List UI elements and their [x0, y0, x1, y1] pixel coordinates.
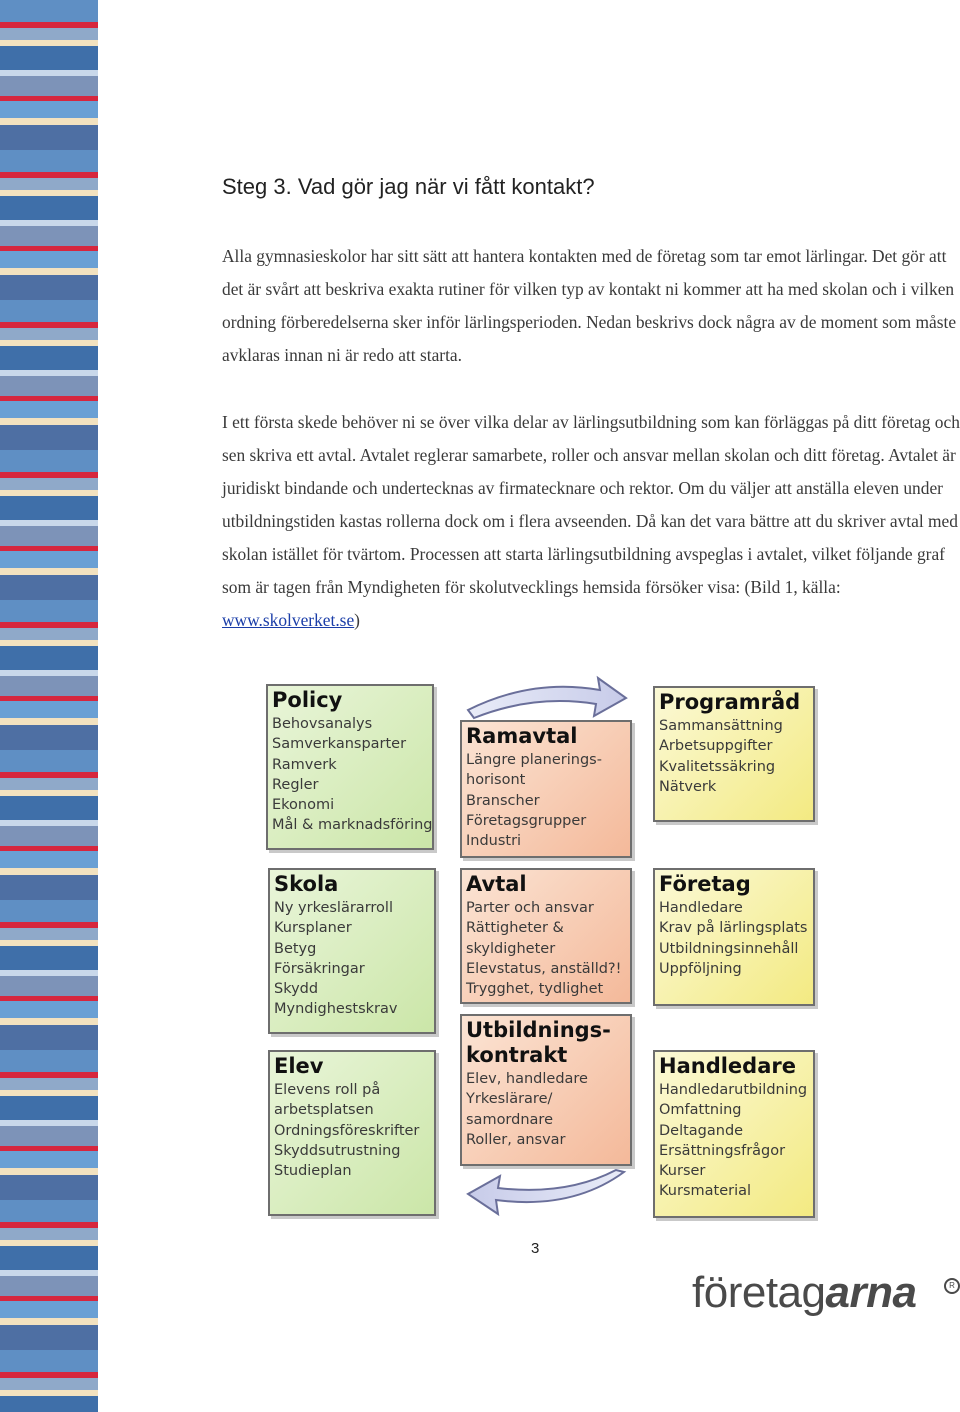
foretagarna-logo: [692, 1268, 916, 1318]
handledare-item: Ersättningsfrågor: [659, 1142, 786, 1159]
avtal-item: Rättigheter &: [466, 920, 564, 937]
arrow-bottom-icon: [462, 1166, 632, 1222]
utbildningskontrakt-title-1: Utbildnings-: [466, 1018, 611, 1042]
foretag-item: Uppföljning: [659, 960, 742, 977]
elev-item: arbetsplatsen: [274, 1102, 374, 1119]
elev-title: Elev: [274, 1054, 324, 1078]
elev-item: Skyddsutrustning: [274, 1142, 401, 1159]
foretag-item: Krav på lärlingsplats: [659, 920, 808, 937]
contract-paragraph-text: I ett första skede behöver ni se över vilka delar av lärlingsutbildning som kan förläggas på ditt företag och sen skriva ett avtal. Avtalet reglerar samarbete, roller och ansvar mellan skolan och ditt företag. Avtalet är juridiskt bindande och undertecknas av firmatecknare och rektor. Om du väljer att anställa eleven under utbildningstiden kastas rollerna dock om i flera avseenden. Då kan det vara bättre att du skriver avtal med skolan istället för tvärtom. Processen att starta lärlingsutbildning avspeglas i avtalet, vilket följande graf som är tagen från Myndigheten för skolutvecklings hemsida försöker visa: (Bild 1, källa:: [222, 412, 960, 597]
skola-item: Kursplaner: [274, 920, 352, 937]
ramavtal-item: Industri: [466, 833, 522, 850]
policy-box: [266, 684, 434, 850]
utbildningskontrakt-item: samordnare: [466, 1111, 553, 1128]
policy-item: Behovsanalys: [272, 716, 373, 732]
contract-paragraph: [222, 406, 960, 637]
skola-box: [268, 868, 436, 1034]
skolverket-link[interactable]: www.skolverket.se: [222, 610, 355, 630]
programrad-item: Kvalitetssäkring: [659, 758, 776, 775]
registered-mark-icon: R: [944, 1278, 960, 1294]
contract-paragraph-end: ): [354, 610, 360, 630]
ramavtal-item: Branscher: [466, 792, 540, 809]
utbildningskontrakt-item: Elev, handledare: [466, 1071, 588, 1087]
intro-paragraph: Alla gymnasieskolor har sitt sätt att hantera kontakten med de företag som tar emot lärlingar. Det gör att det är svårt att beskriva exakta rutiner för vilken typ av kontakt ni kommer att ha med skolan och i vilken ordning förberedelserna sker inför lärlingsperioden. Nedan beskrivs dock några av de moment som måste avklaras innan ni är redo att starta.: [222, 246, 957, 365]
ramavtal-item: Längre planerings-: [466, 752, 602, 768]
skola-title: Skola: [274, 872, 339, 896]
handledare-item: Deltagande: [659, 1122, 744, 1139]
decorative-stripe-bar: [0, 0, 98, 1412]
programrad-box: [653, 686, 815, 822]
page-heading: Steg 3. Vad gör jag när vi fått kontakt?: [222, 174, 595, 199]
programrad-item: Arbetsuppgifter: [659, 738, 773, 755]
skola-item: Myndighestskrav: [274, 1001, 398, 1018]
utbildningskontrakt-box: [460, 1014, 632, 1166]
policy-title: Policy: [272, 688, 343, 712]
page-number: 3: [531, 1240, 540, 1257]
programrad-item: Sammansättning: [659, 718, 783, 734]
ramavtal-item: Företagsgrupper: [466, 812, 587, 829]
avtal-title: Avtal: [466, 872, 527, 896]
policy-item: Samverkansparter: [272, 736, 407, 753]
elev-item: Studieplan: [274, 1163, 352, 1180]
foretag-title: Företag: [659, 872, 751, 896]
policy-item: Mål & marknadsföring: [272, 817, 433, 834]
handledare-title: Handledare: [659, 1054, 796, 1078]
elev-item: Ordningsföreskrifter: [274, 1122, 420, 1139]
policy-item: Ekonomi: [272, 797, 335, 814]
handledare-item: Kursmaterial: [659, 1183, 752, 1200]
ramavtal-item: horisont: [466, 772, 526, 789]
handledare-box: [653, 1050, 815, 1218]
programrad-item: Nätverk: [659, 778, 717, 795]
policy-item: Ramverk: [272, 756, 337, 773]
foretag-item: Utbildningsinnehåll: [659, 940, 799, 957]
foretag-box: [653, 868, 815, 1006]
utbildningskontrakt-item: Yrkeslärare/: [466, 1091, 553, 1108]
skola-item: Skydd: [274, 981, 319, 998]
avtal-item: skyldigheter: [466, 940, 556, 957]
skola-item: Försäkringar: [274, 960, 365, 977]
avtal-item: Elevstatus, anställd?!: [466, 960, 622, 977]
handledare-item: Handledarutbildning: [659, 1082, 808, 1098]
handledare-item: Kurser: [659, 1163, 706, 1180]
elev-item: Elevens roll på: [274, 1082, 381, 1098]
logo-part-2: arna: [825, 1268, 917, 1317]
elev-box: [268, 1050, 436, 1216]
programrad-title: Programråd: [659, 690, 801, 714]
avtal-item: Parter och ansvar: [466, 900, 594, 916]
policy-item: Regler: [272, 776, 319, 793]
arrow-top-icon: [462, 672, 632, 722]
ramavtal-title: Ramavtal: [466, 724, 578, 748]
utbildningskontrakt-title-2: kontrakt: [466, 1043, 568, 1067]
logo-part-1: företag: [692, 1268, 826, 1317]
foretag-item: Handledare: [659, 900, 743, 916]
handledare-item: Omfattning: [659, 1102, 742, 1119]
avtal-box: [460, 868, 632, 1004]
ramavtal-box: [460, 720, 632, 858]
skola-item: Ny yrkeslärarroll: [274, 900, 393, 916]
avtal-item: Trygghet, tydlighet: [466, 981, 604, 998]
skola-item: Betyg: [274, 940, 317, 957]
utbildningskontrakt-item: Roller, ansvar: [466, 1131, 566, 1148]
